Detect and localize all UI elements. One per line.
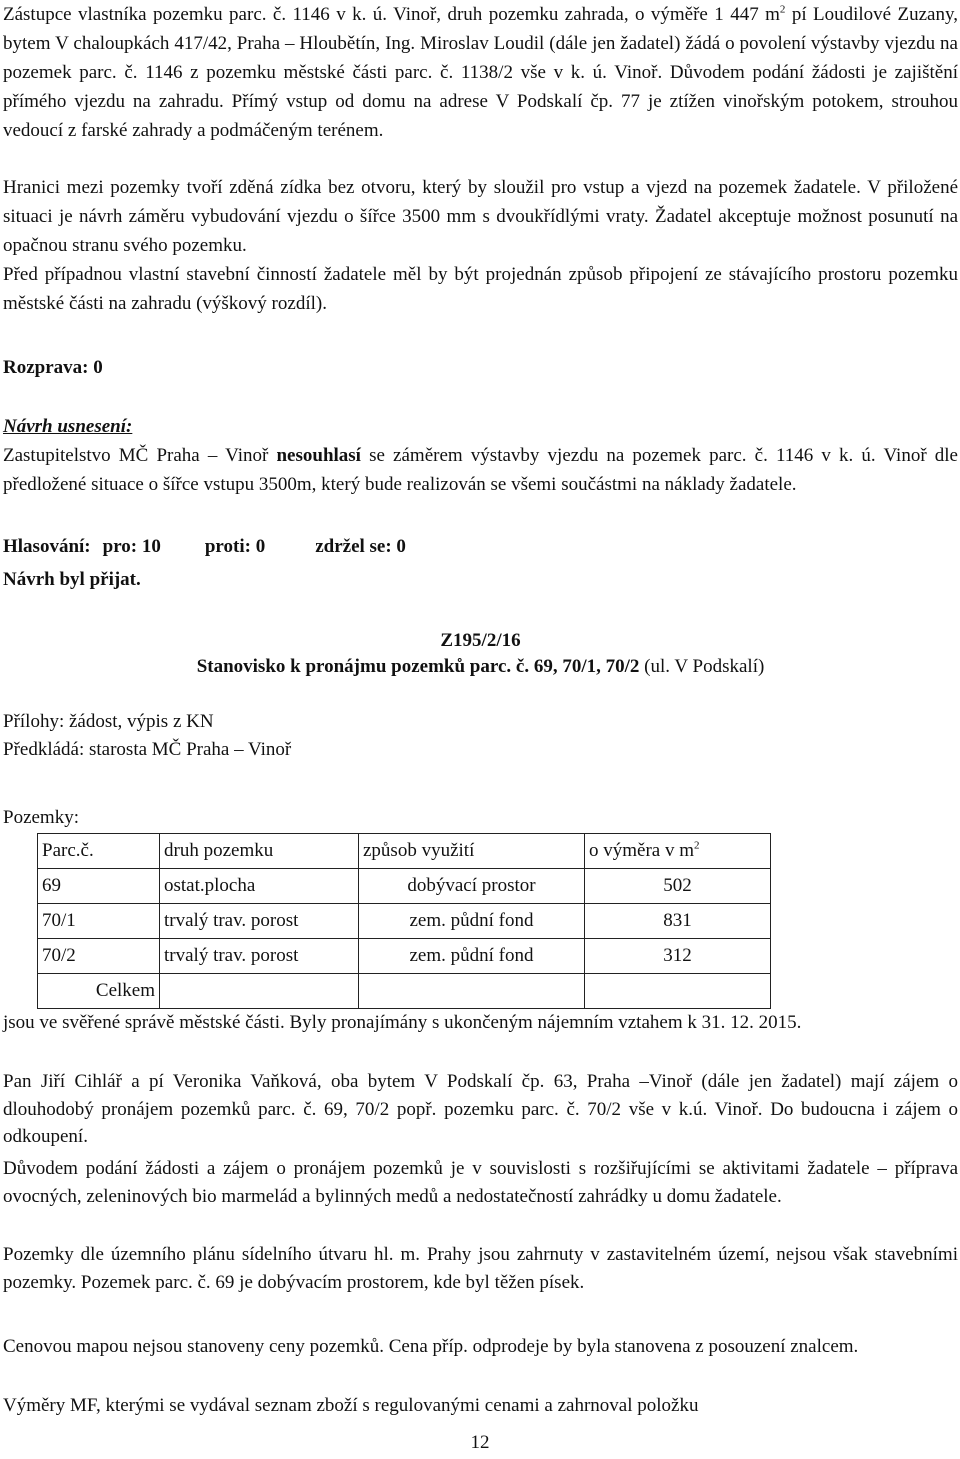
- section-title: Stanovisko k pronájmu pozemků parc. č. 69, 70/1, 70/2 (ul. V Podskalí): [196, 656, 765, 677]
- rozprava: Rozprava: 0: [3, 357, 103, 378]
- page-number: 12: [470, 1432, 490, 1453]
- paragraph-management: jsou ve svěřené správě městské části. Byly pronajímány s ukončeným nájemním vztahem k 31. 12. 2015.: [3, 1012, 802, 1033]
- header-cell: způsob využití: [359, 834, 585, 869]
- approved-note: Návrh byl přijat.: [3, 569, 141, 590]
- section-number: Z195/2/16: [440, 630, 521, 651]
- voting: Hlasování: pro: 10 proti: 0 zdržel se: 0: [3, 536, 406, 557]
- header-cell: o výměra v $m^2$: [585, 834, 771, 869]
- proposal-text: Zastupitelstvo MČ Praha – Vinoř nesouhlasí se záměrem výstavby vjezdu na pozemek parc. č. 1146 v k. ú. Vinoř dle předložené situace o šířce vstupu 3500m, který bude realizován se všemi součástmi na náklady žadatele.: [3, 445, 958, 495]
- table-row: 70/2 trvalý trav. porost zem. půdní fond 312: [38, 939, 771, 974]
- submitted-by: Předkládá: starosta MČ Praha – Vinoř: [3, 739, 292, 760]
- header-cell: druh pozemku: [160, 834, 359, 869]
- intro-first-line: Zástupce vlastníka pozemku parc. č. 1146 v k. ú. Vinoř, druh pozemku zahrada, o výměře 1 447 m: [3, 4, 780, 25]
- proposal-heading: Návrh usnesení:: [3, 416, 133, 437]
- superscript: 2: [779, 3, 786, 16]
- table-row: 69 ostat.plocha dobývací prostor 502: [38, 869, 771, 904]
- intro-text: pí Loudilové Zuzany, bytem V chaloupkách 417/42, Praha – Hloubětín, Ing. Miroslav Loudil (dále jen žadatel) žádá o povolení výstavby vjezdu na pozemek parc. č. 1146 z pozemku městské části parc. č. 1138/2 vše v k. ú. Vinoř. Důvodem podání žádosti je zajištění přímého vjezdu na zahradu. Přímý vstup od domu na adrese V Podskalí čp. 77 je ztížen vinořským potokem, strouhou vedoucí z farské zahrady a podmáčeným terénem.: [3, 4, 959, 141]
- table-header-row: [38, 834, 771, 869]
- paragraph-pricing: Cenovou mapou nejsou stanoveny ceny pozemků. Cena příp. odprodeje by byla stanovena z posouzení znalcem.: [3, 1336, 859, 1357]
- intro-paragraph: [3, 0, 958, 145]
- paragraph-connection: Před případnou vlastní stavební činností žadatele měl by být projednán způsob připojení ze stávajícího prostoru pozemku městské části na zahradu (výškový rozdíl).: [3, 264, 958, 314]
- paragraph-zoning: Pozemky dle územního plánu sídelního útvaru hl. m. Prahy jsou zahrnuty v zastavitelném území, nejsou však stavebními pozemky. Pozemek parc. č. 69 je dobývacím prostorem, kde byl těžen písek.: [3, 1244, 958, 1293]
- proposal-block: [3, 412, 958, 499]
- plots-label: Pozemky:: [3, 807, 79, 828]
- header-cell: Parc.č.: [38, 834, 160, 869]
- paragraph-boundary: Hranici mezi pozemky tvoří zděná zídka bez otvoru, který by sloužil pro vstup a vjezd na pozemek žadatele. V přiložené situaci je návrh záměru vybudování vjezdu o šířce 3500 mm s dvoukřídlými vraty. Žadatel akceptuje možnost posunutí na opačnou stranu svého pozemku.: [3, 177, 958, 256]
- paragraph-reason: Důvodem podání žádosti a zájem o pronájem pozemků je v souvislosti s rozšiřujícími se aktivitami žadatele – příprava ovocných, zeleninových bio marmelád a bylinných medů a nedostatečností zahrádky u domu žadatele.: [3, 1158, 958, 1207]
- table-total-row: Celkem: [38, 974, 771, 1009]
- paragraph-applicants: Pan Jiří Cihlář a pí Veronika Vaňková, oba bytem V Podskalí čp. 63, Praha –Vinoř (dále jen žadatel) mají zájem o dlouhodobý pronájem pozemků parc. č. 69, 70/2 popř. pozemku parc. č. 70/2 vše v k.ú. Vinoř. Do budoucna i zájem o odkoupení.: [3, 1071, 958, 1147]
- table-row: 70/1 trvalý trav. porost zem. půdní fond 831: [38, 904, 771, 939]
- plots-table: [37, 833, 771, 1009]
- attachments: Přílohy: žádost, výpis z KN: [3, 711, 214, 732]
- paragraph-mf: Výměry MF, kterými se vydával seznam zboží s regulovanými cenami a zahrnoval položku: [3, 1395, 699, 1416]
